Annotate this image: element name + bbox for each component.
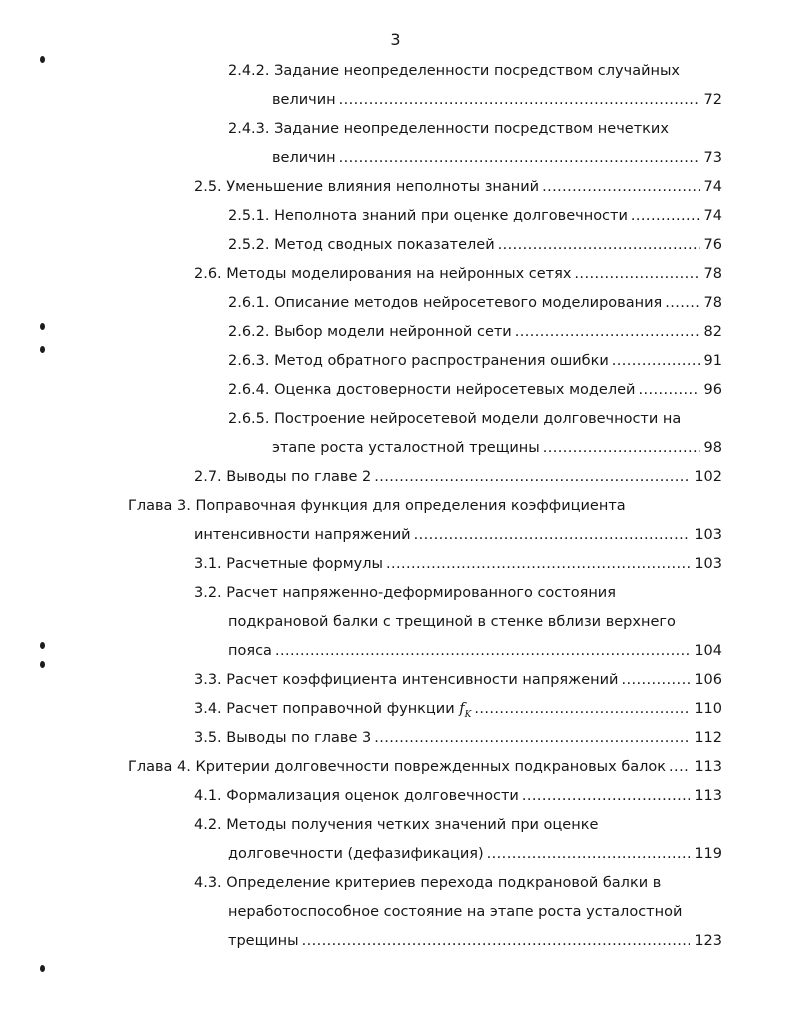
dot-leader xyxy=(669,756,690,778)
toc-entry-4-2: 4.2. Методы получения четких значений при оценке xyxy=(194,817,599,833)
toc-entry-3-2-cont: подкрановой балки с трещиной в стенке вблизи верхнего xyxy=(228,614,676,630)
dot-leader xyxy=(374,466,690,488)
dot-leader xyxy=(474,698,690,720)
dot-leader xyxy=(621,669,690,691)
dot-leader xyxy=(386,553,690,575)
toc-entry-3-2-cont2: пояса ..... 104 xyxy=(228,640,722,662)
toc-chapter-4: Глава 4. Критерии долговечности поврежденных подкрановых балок ..... 113 xyxy=(128,756,722,778)
dot-leader xyxy=(631,205,700,227)
scan-mark xyxy=(40,642,45,649)
toc-entry-4-2-cont: долговечности (дефазификация) ..... 119 xyxy=(228,843,722,865)
toc-entry-3-4: 3.4. Расчет поправочной функции $f_K$ ..... 110 xyxy=(194,698,722,720)
toc-chapter-3-cont: интенсивности напряжений ..... 103 xyxy=(194,524,722,546)
dot-leader xyxy=(339,89,700,111)
dot-leader xyxy=(665,292,699,314)
toc-chapter-3: Глава 3. Поправочная функция для определения коэффициента xyxy=(128,498,626,514)
toc-entry-2-6-5: 2.6.5. Построение нейросетевой модели долговечности на xyxy=(228,411,682,427)
scan-mark xyxy=(40,56,45,63)
toc-entry-4-3: 4.3. Определение критериев перехода подкрановой балки в xyxy=(194,875,662,891)
scan-mark xyxy=(40,661,45,668)
dot-leader xyxy=(302,930,691,952)
dot-leader xyxy=(487,843,691,865)
dot-leader xyxy=(612,350,700,372)
dot-leader xyxy=(275,640,690,662)
dot-leader xyxy=(543,437,700,459)
toc-entry-2-4-3-cont: величин ..... 73 xyxy=(272,147,722,169)
toc-entry-2-7: 2.7. Выводы по главе 2 ..... 102 xyxy=(194,466,722,488)
toc-entry-2-4-2-cont: величин ..... 72 xyxy=(272,89,722,111)
dot-leader xyxy=(574,263,699,285)
toc-entry-2-6-2: 2.6.2. Выбор модели нейронной сети ..... 82 xyxy=(228,321,722,343)
toc-entry-2-5-2: 2.5.2. Метод сводных показателей ..... 76 xyxy=(228,234,722,256)
toc-entry-3-3: 3.3. Расчет коэффициента интенсивности напряжений ..... 106 xyxy=(194,669,722,691)
toc-entry-3-1: 3.1. Расчетные формулы ..... 103 xyxy=(194,553,722,575)
toc-entry-2-4-3: 2.4.3. Задание неопределенности посредством нечетких xyxy=(228,121,669,137)
toc-entry-3-2: 3.2. Расчет напряженно-деформированного состояния xyxy=(194,585,616,601)
scan-mark xyxy=(40,323,45,330)
toc-entry-2-5-1: 2.5.1. Неполнота знаний при оценке долговечности ..... 74 xyxy=(228,205,722,227)
toc-entry-3-5: 3.5. Выводы по главе 3 ..... 112 xyxy=(194,727,722,749)
toc-entry-2-6-5-cont: этапе роста усталостной трещины ..... 98 xyxy=(272,437,722,459)
fk-symbol: $f_K$ xyxy=(459,701,472,720)
scan-mark xyxy=(40,965,45,972)
scan-mark xyxy=(40,346,45,353)
dot-leader xyxy=(522,785,690,807)
toc-entry-2-6-1: 2.6.1. Описание методов нейросетевого моделирования ..... 78 xyxy=(228,292,722,314)
dot-leader xyxy=(498,234,700,256)
toc-entry-2-6-3: 2.6.3. Метод обратного распространения ошибки ..... 91 xyxy=(228,350,722,372)
toc-entry-4-3-cont: неработоспособное состояние на этапе роста усталостной xyxy=(228,904,683,920)
dot-leader xyxy=(339,147,700,169)
dot-leader xyxy=(515,321,700,343)
toc-entry-4-1: 4.1. Формализация оценок долговечности ..... 113 xyxy=(194,785,722,807)
dot-leader xyxy=(374,727,690,749)
toc-entry-2-5: 2.5. Уменьшение влияния неполноты знаний ..... 74 xyxy=(194,176,722,198)
toc-entry-4-3-cont2: трещины ..... 123 xyxy=(228,930,722,952)
dot-leader xyxy=(414,524,691,546)
page-number: 3 xyxy=(390,30,401,49)
dot-leader xyxy=(542,176,699,198)
toc-entry-2-6: 2.6. Методы моделирования на нейронных сетях ..... 78 xyxy=(194,263,722,285)
toc-entry-2-4-2: 2.4.2. Задание неопределенности посредством случайных xyxy=(228,63,681,79)
toc-entry-2-6-4: 2.6.4. Оценка достоверности нейросетевых моделей ..... 96 xyxy=(228,379,722,401)
dot-leader xyxy=(638,379,699,401)
